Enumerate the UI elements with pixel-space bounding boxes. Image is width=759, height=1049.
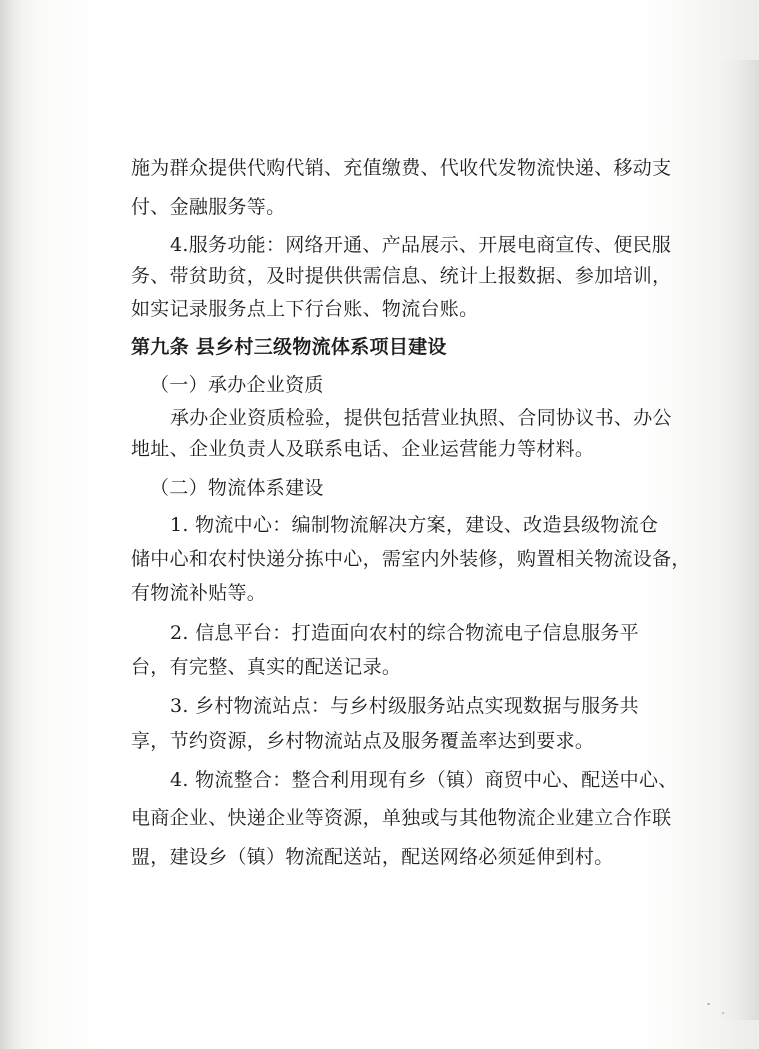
text-line-18: 4. 物流整合：整合利用现有乡（镇）商贸中心、配送中心、 (170, 769, 678, 791)
text-line-4: 务、带贫助贫，及时提供供需信息、统计上报数据、参加培训， (131, 265, 672, 287)
text-line-2: 付、金融服务等。 (131, 196, 286, 218)
scan-speck (707, 1003, 710, 1005)
text-line-12: 储中心和农村快递分拣中心，需室内外装修，购置相关物流设备， (131, 548, 691, 570)
text-line-17: 享，节约资源，乡村物流站点及服务覆盖率达到要求。 (131, 730, 595, 752)
text-line-15: 台，有完整、真实的配送记录。 (131, 656, 402, 678)
text-line-16: 3. 乡村物流站点：与乡村级服务站点实现数据与服务共 (170, 695, 639, 717)
text-line-9: 地址、企业负责人及联系电话、企业运营能力等材料。 (131, 438, 595, 460)
text-line-8: 承办企业资质检验，提供包括营业执照、合同协议书、办公 (170, 407, 672, 429)
section-heading-article-9: 第九条 县乡村三级物流体系项目建设 (131, 336, 447, 358)
text-line-3: 4.服务功能：网络开通、产品展示、开展电商宣传、便民服 (170, 234, 672, 256)
page-left-edge-shadow (0, 0, 22, 1049)
subsection-heading-2: （二）物流体系建设 (150, 477, 324, 499)
text-line-13: 有物流补贴等。 (131, 582, 267, 604)
text-line-14: 2. 信息平台：打造面向农村的综合物流电子信息服务平 (170, 622, 639, 644)
page-right-edge-shadow (719, 60, 759, 1020)
scan-speck (722, 1012, 724, 1014)
subsection-heading-1: （一）承办企业资质 (150, 374, 324, 396)
text-line-20: 盟，建设乡（镇）物流配送站，配送网络必须延伸到村。 (131, 846, 614, 868)
text-line-1: 施为群众提供代购代销、充值缴费、代收代发物流快递、移动支 (131, 157, 672, 179)
text-line-11: 1. 物流中心：编制物流解决方案，建设、改造县级物流仓 (170, 514, 659, 536)
text-line-19: 电商企业、快递企业等资源，单独或与其他物流企业建立合作联 (131, 807, 672, 829)
text-line-5: 如实记录服务点上下行台账、物流台账。 (131, 298, 479, 320)
